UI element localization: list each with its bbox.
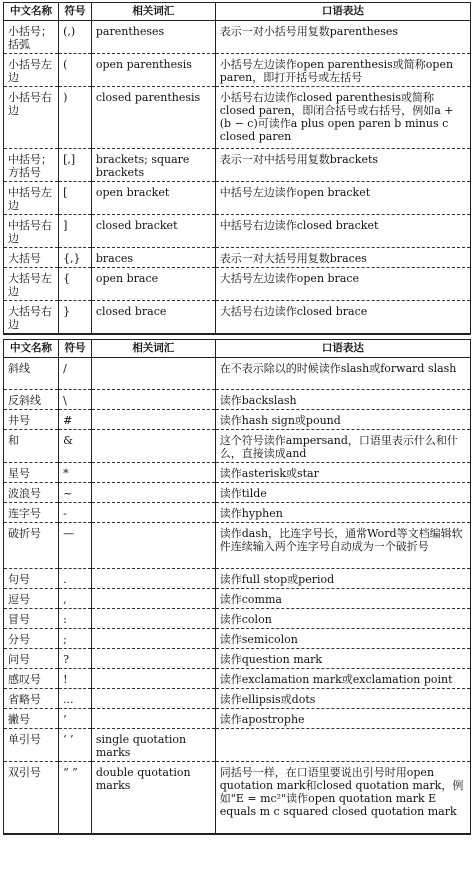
cell-related-term: closed parenthesis (91, 87, 215, 149)
cell-expression: 读作colon (215, 609, 470, 629)
table-row (4, 301, 471, 335)
cell-related-term (91, 709, 215, 729)
cell-symbol: ! (59, 669, 92, 689)
cell-expression: 同括号一样，在口语里要说出引号时用open quotation mark和closed quotation mark，例如"E = mc²"读作open quotation mark E equals m c squared closed quotation mark (215, 762, 470, 834)
cell-expression: 大括号右边读作closed brace (215, 301, 470, 335)
table-row (4, 483, 471, 503)
cell-related-term: parentheses (91, 21, 215, 54)
table-row (4, 523, 471, 569)
header-expression: 口语表达 (215, 3, 470, 21)
table-row (4, 709, 471, 729)
cell-chinese-name: 大括号右边 (4, 301, 59, 335)
cell-chinese-name: 双引号 (4, 762, 59, 834)
cell-symbol: { (59, 268, 92, 301)
table-row (4, 609, 471, 629)
cell-related-term: open parenthesis (91, 54, 215, 87)
cell-symbol: ) (59, 87, 92, 149)
cell-symbol: / (59, 358, 92, 390)
cell-expression: 读作question mark (215, 649, 470, 669)
cell-expression: 读作dash，比连字号长，通常Word等文档编辑软件连续输入两个连字号自动成为一个破折号 (215, 523, 470, 569)
cell-related-term: open bracket (91, 182, 215, 215)
cell-expression: 读作exclamation mark或exclamation point (215, 669, 470, 689)
cell-expression: 中括号右边读作closed bracket (215, 215, 470, 248)
cell-chinese-name: 反斜线 (4, 390, 59, 410)
cell-expression (215, 729, 470, 762)
table-row (4, 669, 471, 689)
cell-chinese-name: 斜线 (4, 358, 59, 390)
cell-chinese-name: 连字号 (4, 503, 59, 523)
header-related-term: 相关词汇 (91, 3, 215, 21)
cell-related-term: single quotation marks (91, 729, 215, 762)
cell-related-term (91, 430, 215, 463)
cell-symbol: # (59, 410, 92, 430)
cell-related-term: braces (91, 248, 215, 268)
table-row (4, 268, 471, 301)
cell-symbol: : (59, 609, 92, 629)
cell-expression: 表示一对小括号用复数parentheses (215, 21, 470, 54)
cell-chinese-name: 逗号 (4, 589, 59, 609)
cell-expression: 表示一对大括号用复数braces (215, 248, 470, 268)
cell-expression: 读作semicolon (215, 629, 470, 649)
cell-chinese-name: 大括号 (4, 248, 59, 268)
header-related-term: 相关词汇 (91, 340, 215, 358)
table-row (4, 54, 471, 87)
table-row (4, 503, 471, 523)
cell-chinese-name: 冒号 (4, 609, 59, 629)
cell-chinese-name: 句号 (4, 569, 59, 589)
cell-related-term (91, 483, 215, 503)
cell-related-term (91, 689, 215, 709)
cell-expression: 表示一对中括号用复数brackets (215, 149, 470, 182)
table-header-row (4, 3, 471, 21)
table-row (4, 358, 471, 390)
brackets-table (3, 2, 471, 335)
cell-related-term (91, 609, 215, 629)
table-row (4, 149, 471, 182)
cell-expression: 读作comma (215, 589, 470, 609)
cell-symbol: \ (59, 390, 92, 410)
cell-chinese-name: 中括号；方括号 (4, 149, 59, 182)
cell-expression: 这个符号读作ampersand，口语里表示什么和什么，直接读成and (215, 430, 470, 463)
table-row (4, 21, 471, 54)
cell-chinese-name: 大括号左边 (4, 268, 59, 301)
table-row (4, 689, 471, 709)
table-row (4, 649, 471, 669)
cell-related-term (91, 649, 215, 669)
cell-symbol: “ ” (59, 762, 92, 834)
cell-chinese-name: 分号 (4, 629, 59, 649)
cell-symbol: * (59, 463, 92, 483)
table-row (4, 569, 471, 589)
cell-chinese-name: 小括号右边 (4, 87, 59, 149)
cell-symbol: — (59, 523, 92, 569)
cell-related-term: open brace (91, 268, 215, 301)
cell-chinese-name: 省略号 (4, 689, 59, 709)
cell-expression: 读作tilde (215, 483, 470, 503)
cell-chinese-name: 中括号右边 (4, 215, 59, 248)
table-row (4, 248, 471, 268)
cell-related-term (91, 463, 215, 483)
table-row (4, 87, 471, 149)
cell-symbol: ; (59, 629, 92, 649)
cell-related-term: brackets; square brackets (91, 149, 215, 182)
cell-expression: 大括号左边读作open brace (215, 268, 470, 301)
cell-symbol: (,) (59, 21, 92, 54)
table-row (4, 182, 471, 215)
cell-symbol: ? (59, 649, 92, 669)
cell-expression: 中括号左边读作open bracket (215, 182, 470, 215)
cell-expression: 小括号左边读作open parenthesis或简称open paren，即打开括号或左括号 (215, 54, 470, 87)
cell-symbol: ~ (59, 483, 92, 503)
cell-chinese-name: 破折号 (4, 523, 59, 569)
cell-related-term (91, 503, 215, 523)
cell-chinese-name: 井号 (4, 410, 59, 430)
cell-symbol: [ (59, 182, 92, 215)
cell-expression: 读作full stop或period (215, 569, 470, 589)
cell-related-term (91, 358, 215, 390)
header-expression: 口语表达 (215, 340, 470, 358)
cell-symbol: - (59, 503, 92, 523)
cell-related-term (91, 569, 215, 589)
cell-expression: 读作ellipsis或dots (215, 689, 470, 709)
cell-symbol: ] (59, 215, 92, 248)
table-row (4, 589, 471, 609)
cell-symbol: {,} (59, 248, 92, 268)
cell-chinese-name: 星号 (4, 463, 59, 483)
cell-related-term: closed brace (91, 301, 215, 335)
cell-symbol: & (59, 430, 92, 463)
cell-related-term (91, 629, 215, 649)
cell-chinese-name: 单引号 (4, 729, 59, 762)
cell-related-term (91, 410, 215, 430)
punctuation-table (3, 339, 471, 835)
cell-symbol: ‘ ’ (59, 729, 92, 762)
header-chinese-name: 中文名称 (4, 340, 59, 358)
cell-symbol: ... (59, 689, 92, 709)
cell-related-term (91, 523, 215, 569)
cell-chinese-name: 问号 (4, 649, 59, 669)
table-row (4, 463, 471, 483)
header-symbol: 符号 (59, 340, 92, 358)
cell-chinese-name: 波浪号 (4, 483, 59, 503)
cell-symbol: ( (59, 54, 92, 87)
cell-expression: 读作backslash (215, 390, 470, 410)
page (3, 2, 471, 835)
cell-symbol: . (59, 569, 92, 589)
cell-symbol: [,] (59, 149, 92, 182)
table-row (4, 215, 471, 248)
cell-chinese-name: 和 (4, 430, 59, 463)
cell-symbol: , (59, 589, 92, 609)
table-header-row (4, 340, 471, 358)
cell-chinese-name: 中括号左边 (4, 182, 59, 215)
cell-expression: 读作asterisk或star (215, 463, 470, 483)
cell-related-term (91, 589, 215, 609)
table-row (4, 390, 471, 410)
table-row (4, 430, 471, 463)
cell-expression: 读作apostrophe (215, 709, 470, 729)
cell-symbol: } (59, 301, 92, 335)
cell-expression: 在不表示除以的时候读作slash或forward slash (215, 358, 470, 390)
cell-symbol: ’ (59, 709, 92, 729)
header-chinese-name: 中文名称 (4, 3, 59, 21)
header-symbol: 符号 (59, 3, 92, 21)
cell-expression: 读作hyphen (215, 503, 470, 523)
cell-chinese-name: 感叹号 (4, 669, 59, 689)
cell-related-term: closed bracket (91, 215, 215, 248)
cell-chinese-name: 撇号 (4, 709, 59, 729)
cell-related-term: double quotation marks (91, 762, 215, 834)
cell-expression: 读作hash sign或pound (215, 410, 470, 430)
cell-chinese-name: 小括号；括弧 (4, 21, 59, 54)
table-row (4, 410, 471, 430)
table-row (4, 729, 471, 762)
table-row (4, 629, 471, 649)
cell-chinese-name: 小括号左边 (4, 54, 59, 87)
table-row (4, 762, 471, 834)
cell-expression: 小括号右边读作closed parenthesis或简称closed paren，即闭合括号或右括号，例如a + (b − c)可读作a plus open paren b minus c closed paren (215, 87, 470, 149)
cell-related-term (91, 390, 215, 410)
cell-related-term (91, 669, 215, 689)
